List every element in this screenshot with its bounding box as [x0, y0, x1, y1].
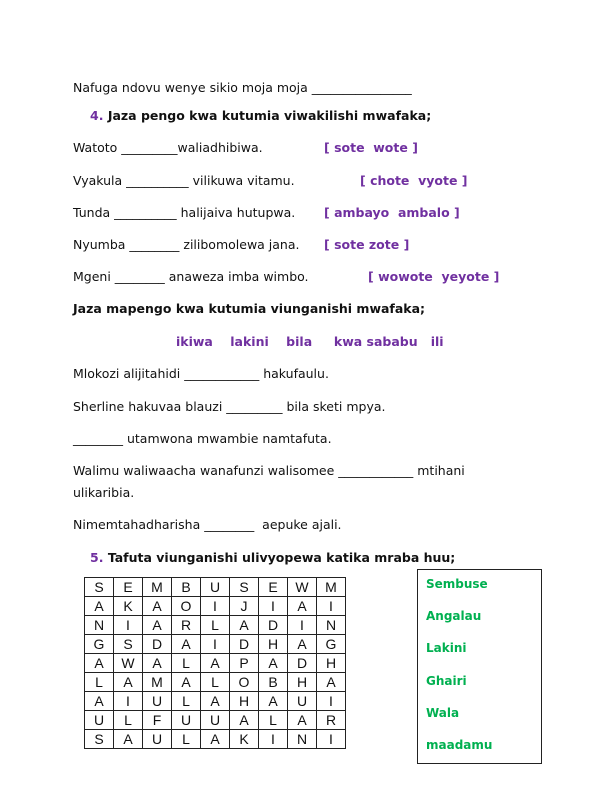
- grid-cell: H: [288, 673, 317, 692]
- answer-word: Sembuse: [426, 577, 488, 591]
- grid-cell: A: [172, 673, 201, 692]
- grid-cell: A: [201, 654, 230, 673]
- options-3: [ ambayo ambalo ]: [324, 205, 460, 220]
- grid-cell: D: [230, 635, 259, 654]
- grid-cell: A: [201, 692, 230, 711]
- options-2: [ chote vyote ]: [360, 173, 468, 188]
- grid-cell: A: [85, 692, 114, 711]
- grid-cell: A: [201, 730, 230, 749]
- grid-cell: I: [259, 597, 288, 616]
- conj-sentence-5: Nimemtahadharisha ________ aepuke ajali.: [73, 517, 342, 532]
- grid-cell: B: [259, 673, 288, 692]
- grid-cell: S: [230, 578, 259, 597]
- grid-cell: D: [143, 635, 172, 654]
- grid-cell: H: [317, 654, 346, 673]
- grid-cell: S: [85, 730, 114, 749]
- grid-cell: U: [201, 578, 230, 597]
- grid-cell: U: [201, 711, 230, 730]
- grid-cell: I: [201, 635, 230, 654]
- grid-cell: I: [317, 692, 346, 711]
- grid-cell: W: [288, 578, 317, 597]
- grid-row: [85, 711, 346, 730]
- grid-row: [85, 578, 346, 597]
- conj-sentence-4: Walimu waliwaacha wanafunzi walisomee ____________ mtihani: [73, 463, 465, 478]
- grid-cell: E: [259, 578, 288, 597]
- answer-box: [417, 569, 542, 764]
- grid-cell: I: [288, 616, 317, 635]
- conj-sentence-2: Sherline hakuvaa blauzi _________ bila sketi mpya.: [73, 399, 386, 414]
- sentence-5: Mgeni ________ anaweza imba wimbo.: [73, 269, 309, 284]
- grid-cell: A: [172, 635, 201, 654]
- grid-cell: N: [85, 616, 114, 635]
- grid-cell: N: [317, 616, 346, 635]
- sentence-1: Watoto _________waliadhibiwa.: [73, 140, 263, 155]
- grid-cell: M: [143, 578, 172, 597]
- grid-cell: K: [230, 730, 259, 749]
- answer-word: Angalau: [426, 609, 482, 623]
- word-bank: ikiwa lakini bila kwa sababu ili: [176, 334, 444, 349]
- grid-cell: U: [172, 711, 201, 730]
- answer-word: Lakini: [426, 641, 467, 655]
- grid-cell: I: [114, 616, 143, 635]
- question-text: Tafuta viunganishi ulivyopewa katika mraba huu;: [107, 550, 456, 565]
- grid-cell: O: [172, 597, 201, 616]
- answer-word: Ghairi: [426, 674, 467, 688]
- conj-sentence-4-cont: ulikaribia.: [73, 485, 135, 500]
- grid-cell: R: [317, 711, 346, 730]
- sentence-4: Nyumba ________ zilibomolewa jana.: [73, 237, 300, 252]
- grid-cell: L: [259, 711, 288, 730]
- grid-cell: M: [317, 578, 346, 597]
- grid-cell: E: [114, 578, 143, 597]
- grid-row: [85, 692, 346, 711]
- grid-cell: H: [230, 692, 259, 711]
- grid-cell: A: [259, 654, 288, 673]
- grid-row: [85, 673, 346, 692]
- grid-cell: N: [288, 730, 317, 749]
- question-number: 5.: [90, 550, 104, 565]
- grid-row: [85, 654, 346, 673]
- grid-cell: U: [143, 692, 172, 711]
- grid-cell: A: [85, 654, 114, 673]
- grid-cell: L: [172, 692, 201, 711]
- answer-word: maadamu: [426, 738, 493, 752]
- grid-cell: A: [143, 654, 172, 673]
- grid-cell: L: [201, 616, 230, 635]
- grid-cell: A: [259, 692, 288, 711]
- grid-cell: K: [114, 597, 143, 616]
- grid-cell: D: [288, 654, 317, 673]
- conj-sentence-1: Mlokozi alijitahidi ____________ hakufaulu.: [73, 366, 329, 381]
- question-4-heading: [90, 108, 431, 123]
- grid-cell: A: [288, 711, 317, 730]
- grid-cell: A: [230, 711, 259, 730]
- grid-cell: I: [317, 730, 346, 749]
- grid-cell: I: [259, 730, 288, 749]
- grid-cell: A: [114, 673, 143, 692]
- grid-cell: U: [143, 730, 172, 749]
- grid-cell: S: [114, 635, 143, 654]
- grid-cell: M: [143, 673, 172, 692]
- grid-cell: W: [114, 654, 143, 673]
- options-4: [ sote zote ]: [324, 237, 410, 252]
- conj-sentence-3: ________ utamwona mwambie namtafuta.: [73, 431, 332, 446]
- grid-cell: O: [230, 673, 259, 692]
- grid-cell: A: [143, 597, 172, 616]
- grid-cell: F: [143, 711, 172, 730]
- options-5: [ wowote yeyote ]: [368, 269, 500, 284]
- grid-cell: L: [172, 730, 201, 749]
- grid-cell: A: [114, 730, 143, 749]
- grid-cell: A: [288, 635, 317, 654]
- grid-cell: D: [259, 616, 288, 635]
- grid-cell: A: [143, 616, 172, 635]
- grid-cell: G: [85, 635, 114, 654]
- grid-cell: I: [114, 692, 143, 711]
- options-1: [ sote wote ]: [324, 140, 418, 155]
- sentence-nafuga: Nafuga ndovu wenye sikio moja moja ________________: [73, 80, 412, 95]
- grid-row: [85, 597, 346, 616]
- grid-cell: P: [230, 654, 259, 673]
- grid-cell: I: [317, 597, 346, 616]
- grid-cell: L: [85, 673, 114, 692]
- word-search-grid: [84, 577, 346, 749]
- grid-cell: L: [172, 654, 201, 673]
- grid-row: [85, 730, 346, 749]
- grid-cell: A: [317, 673, 346, 692]
- question-number: 4.: [90, 108, 104, 123]
- sentence-3: Tunda __________ halijaiva hutupwa.: [73, 205, 296, 220]
- grid-cell: U: [288, 692, 317, 711]
- grid-cell: H: [259, 635, 288, 654]
- grid-cell: A: [230, 616, 259, 635]
- grid-cell: R: [172, 616, 201, 635]
- answer-word: Wala: [426, 706, 460, 720]
- grid-cell: L: [114, 711, 143, 730]
- grid-cell: A: [288, 597, 317, 616]
- grid-cell: I: [201, 597, 230, 616]
- question-5-heading: [90, 550, 455, 565]
- grid-cell: U: [85, 711, 114, 730]
- section-heading: Jaza mapengo kwa kutumia viunganishi mwafaka;: [73, 301, 426, 316]
- grid-cell: J: [230, 597, 259, 616]
- grid-cell: A: [85, 597, 114, 616]
- grid-cell: S: [85, 578, 114, 597]
- grid-cell: B: [172, 578, 201, 597]
- grid-row: [85, 616, 346, 635]
- question-text: Jaza pengo kwa kutumia viwakilishi mwafaka;: [107, 108, 432, 123]
- grid-cell: L: [201, 673, 230, 692]
- grid-cell: G: [317, 635, 346, 654]
- grid-row: [85, 635, 346, 654]
- sentence-2: Vyakula __________ vilikuwa vitamu.: [73, 173, 295, 188]
